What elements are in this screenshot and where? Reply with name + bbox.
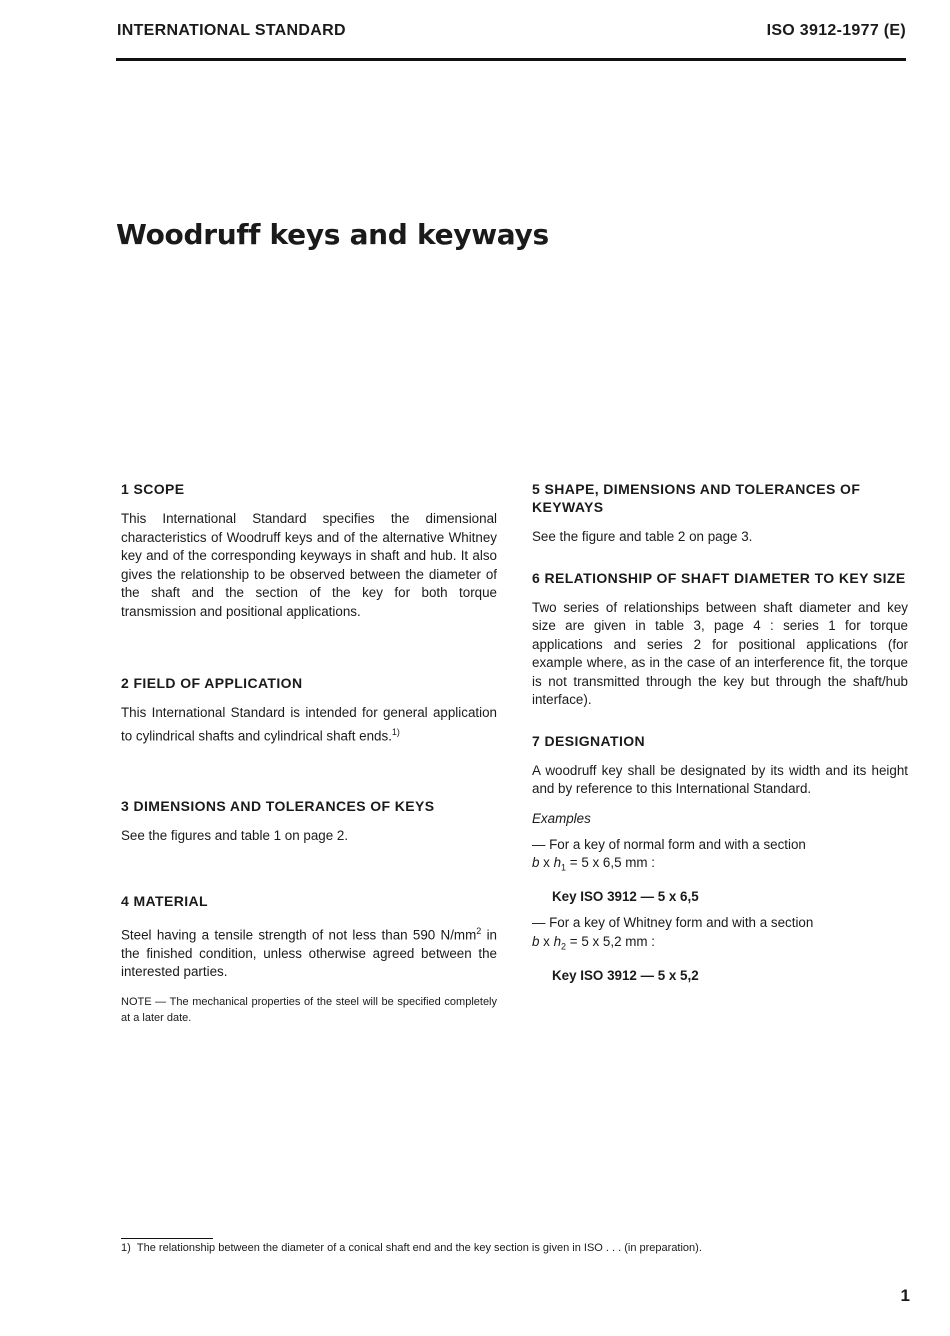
section-field-of-application <box>121 674 497 745</box>
section-scope <box>121 480 497 621</box>
example-text: — For a key of normal form and with a section <box>532 836 806 852</box>
section-relationship <box>532 569 908 710</box>
section-body: Two series of relationships between shaft diameter and key size are given in table 3, page 4 : series 1 for torque applications and series 2 for positional applications (for example where, as in the case of an interference fit, the torque is not transmitted through the key but through the shaft/hub interface). <box>532 599 908 707</box>
formula-times: x <box>539 933 554 949</box>
section-dimensions-keys <box>121 797 497 846</box>
examples-label: Examples <box>532 810 591 826</box>
right-column <box>532 480 908 993</box>
example-text: — For a key of Whitney form and with a section <box>532 915 814 931</box>
formula-subscript: 1 <box>561 862 567 873</box>
superscript: 2 <box>476 925 482 936</box>
section-heading: 4 MATERIAL <box>121 892 208 909</box>
section-heading: 2 FIELD OF APPLICATION <box>121 675 303 691</box>
section-designation <box>532 732 908 983</box>
section-body <box>121 704 497 745</box>
formula-value: = 5 x 6,5 mm : <box>566 855 655 870</box>
footnote-rule <box>121 1238 213 1239</box>
footnote <box>121 1242 702 1254</box>
formula-h: h <box>553 933 562 949</box>
page-number: 1 <box>900 1286 910 1305</box>
section-body: A woodruff key shall be designated by its width and its height and by reference to this International Standard. <box>532 762 908 796</box>
page-title: Woodruff keys and keyways <box>116 218 549 251</box>
header-rule <box>116 58 906 61</box>
formula-h: h <box>553 855 562 870</box>
left-column <box>121 480 497 1026</box>
footnote-marker: 1) <box>121 1242 131 1254</box>
example-1-description <box>532 836 908 878</box>
formula-b: b <box>532 933 540 949</box>
section-body: This International Standard specifies the dimensional characteristics of Woodruff keys and of the alternative Whitney key and of the corresponding keyways in shaft and hub. It also gives the relationship to be observed between the diameter of the shaft and the section of the key for both torque transmission and positional applications. <box>121 511 497 619</box>
section-body-text: in the finished condition, unless otherwise agreed between the interested parties. <box>121 927 497 980</box>
section-body <box>121 922 497 982</box>
formula-subscript: 2 <box>561 941 567 952</box>
section-heading: 1 SCOPE <box>121 481 185 497</box>
formula-b: b <box>532 855 540 870</box>
section-material <box>121 892 497 1026</box>
example-2-description <box>532 914 908 956</box>
section-heading: 3 DIMENSIONS AND TOLERANCES OF KEYS <box>121 798 435 815</box>
header-document-type: INTERNATIONAL STANDARD <box>117 22 346 39</box>
footnote-text: The relationship between the diameter of a conical shaft end and the key section is given in ISO . . . (in preparation). <box>136 1242 702 1254</box>
example-2-code: Key ISO 3912 — 5 x 5,2 <box>552 967 699 983</box>
section-heading: 5 SHAPE, DIMENSIONS AND TOLERANCES OF KEYWAYS <box>532 481 861 515</box>
section-body: See the figures and table 1 on page 2. <box>121 828 349 844</box>
footnote-reference[interactable]: 1) <box>391 726 400 737</box>
example-1-code: Key ISO 3912 — 5 x 6,5 <box>552 889 699 905</box>
note: NOTE — The mechanical properties of the steel will be specified completely at a later date. <box>121 995 497 1024</box>
header-standard-number: ISO 3912-1977 (E) <box>766 22 906 39</box>
section-keyways <box>532 480 908 547</box>
section-body-text: Steel having a tensile strength of not less than 590 N/mm <box>121 927 477 943</box>
formula-times: x <box>539 855 554 870</box>
formula-value: = 5 x 5,2 mm : <box>566 933 655 949</box>
section-heading: 6 RELATIONSHIP OF SHAFT DIAMETER TO KEY SIZE <box>532 569 906 586</box>
section-body-text: This International Standard is intended for general application to cylindrical shafts and cylindrical shaft ends. <box>121 705 497 743</box>
section-heading: 7 DESIGNATION <box>532 732 646 749</box>
section-body: See the figure and table 2 on page 3. <box>532 529 753 544</box>
